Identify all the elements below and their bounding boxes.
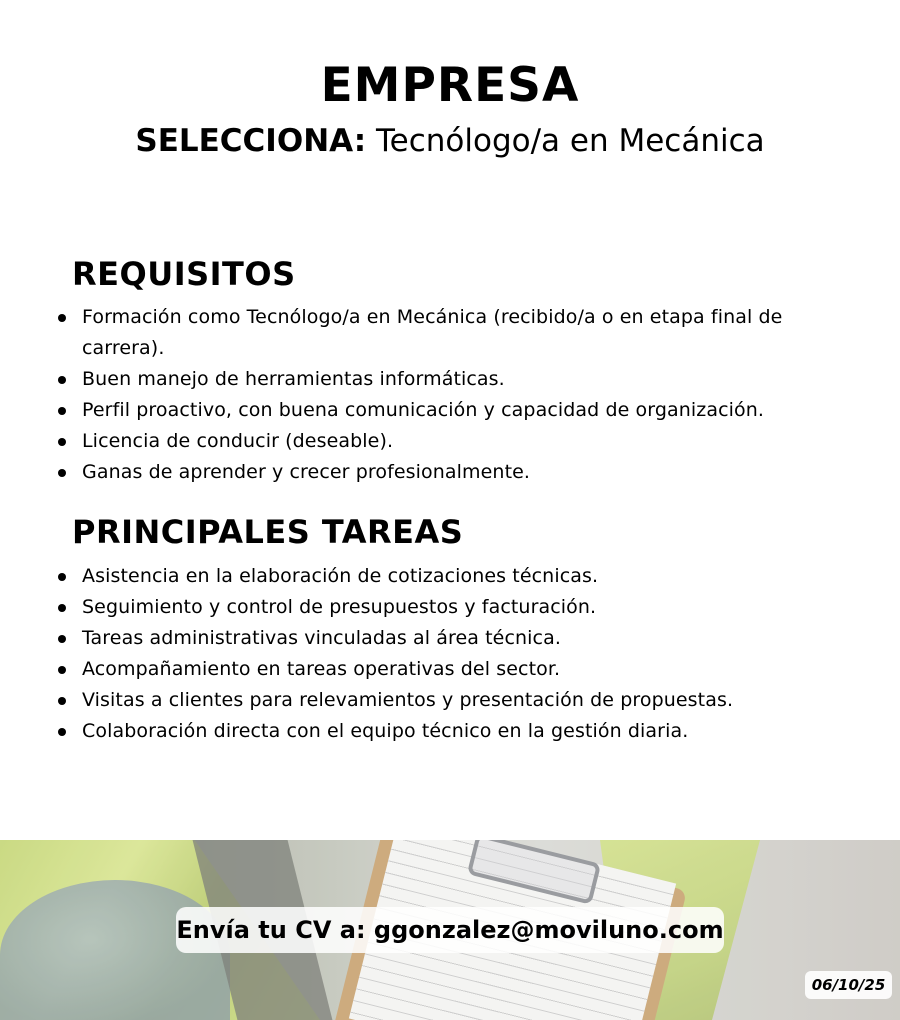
- company-title: EMPRESA: [320, 58, 580, 113]
- date-text: 06/10/25: [811, 976, 886, 994]
- list-item: [0, 654, 860, 685]
- job-subtitle: [0, 123, 900, 159]
- date-badge: [805, 971, 892, 999]
- list-item: [0, 592, 860, 623]
- bullet-icon: [58, 438, 66, 446]
- list-item-text: Acompañamiento en tareas operativas del sector.: [82, 658, 561, 680]
- list-item: [0, 426, 860, 457]
- list-item-text: Colaboración directa con el equipo técnico en la gestión diaria.: [82, 720, 689, 742]
- list-item: [0, 623, 860, 654]
- requirements-heading: REQUISITOS: [72, 255, 296, 293]
- list-item-text: Licencia de conducir (deseable).: [82, 430, 394, 452]
- bullet-icon: [58, 314, 66, 322]
- job-role: Tecnólogo/a en Mecánica: [375, 123, 765, 159]
- tasks-list: [0, 561, 860, 747]
- bullet-icon: [58, 376, 66, 384]
- bullet-icon: [58, 573, 66, 581]
- list-item: [0, 457, 860, 488]
- list-item-text: Seguimiento y control de presupuestos y facturación.: [82, 596, 597, 618]
- list-item-text: Ganas de aprender y crecer profesionalmente.: [82, 461, 531, 483]
- bullet-icon: [58, 604, 66, 612]
- cv-contact-text: Envía tu CV a: ggonzalez@moviluno.com: [176, 916, 724, 944]
- bullet-icon: [58, 407, 66, 415]
- list-item: [0, 685, 860, 716]
- list-item-text: Perfil proactivo, con buena comunicación y capacidad de organización.: [82, 399, 765, 421]
- bullet-icon: [58, 666, 66, 674]
- tasks-heading: PRINCIPALES TAREAS: [72, 513, 464, 551]
- list-item-text: Visitas a clientes para relevamientos y presentación de propuestas.: [82, 689, 734, 711]
- list-item-text: Buen manejo de herramientas informáticas.: [82, 368, 505, 390]
- bullet-icon: [58, 728, 66, 736]
- list-item-text: Tareas administrativas vinculadas al área técnica.: [82, 627, 561, 649]
- list-item: [0, 364, 860, 395]
- cv-contact-banner: [176, 907, 724, 953]
- bullet-icon: [58, 469, 66, 477]
- list-item-text: Formación como Tecnólogo/a en Mecánica (recibido/a o en etapa final de carrera).: [82, 306, 783, 359]
- subtitle-lead: SELECCIONA:: [135, 123, 367, 159]
- bullet-icon: [58, 697, 66, 705]
- list-item: [0, 561, 860, 592]
- list-item: [0, 395, 860, 426]
- bullet-icon: [58, 635, 66, 643]
- list-item: [0, 716, 860, 747]
- requirements-list: [0, 302, 860, 488]
- list-item-text: Asistencia en la elaboración de cotizaciones técnicas.: [82, 565, 599, 587]
- list-item: [0, 302, 860, 364]
